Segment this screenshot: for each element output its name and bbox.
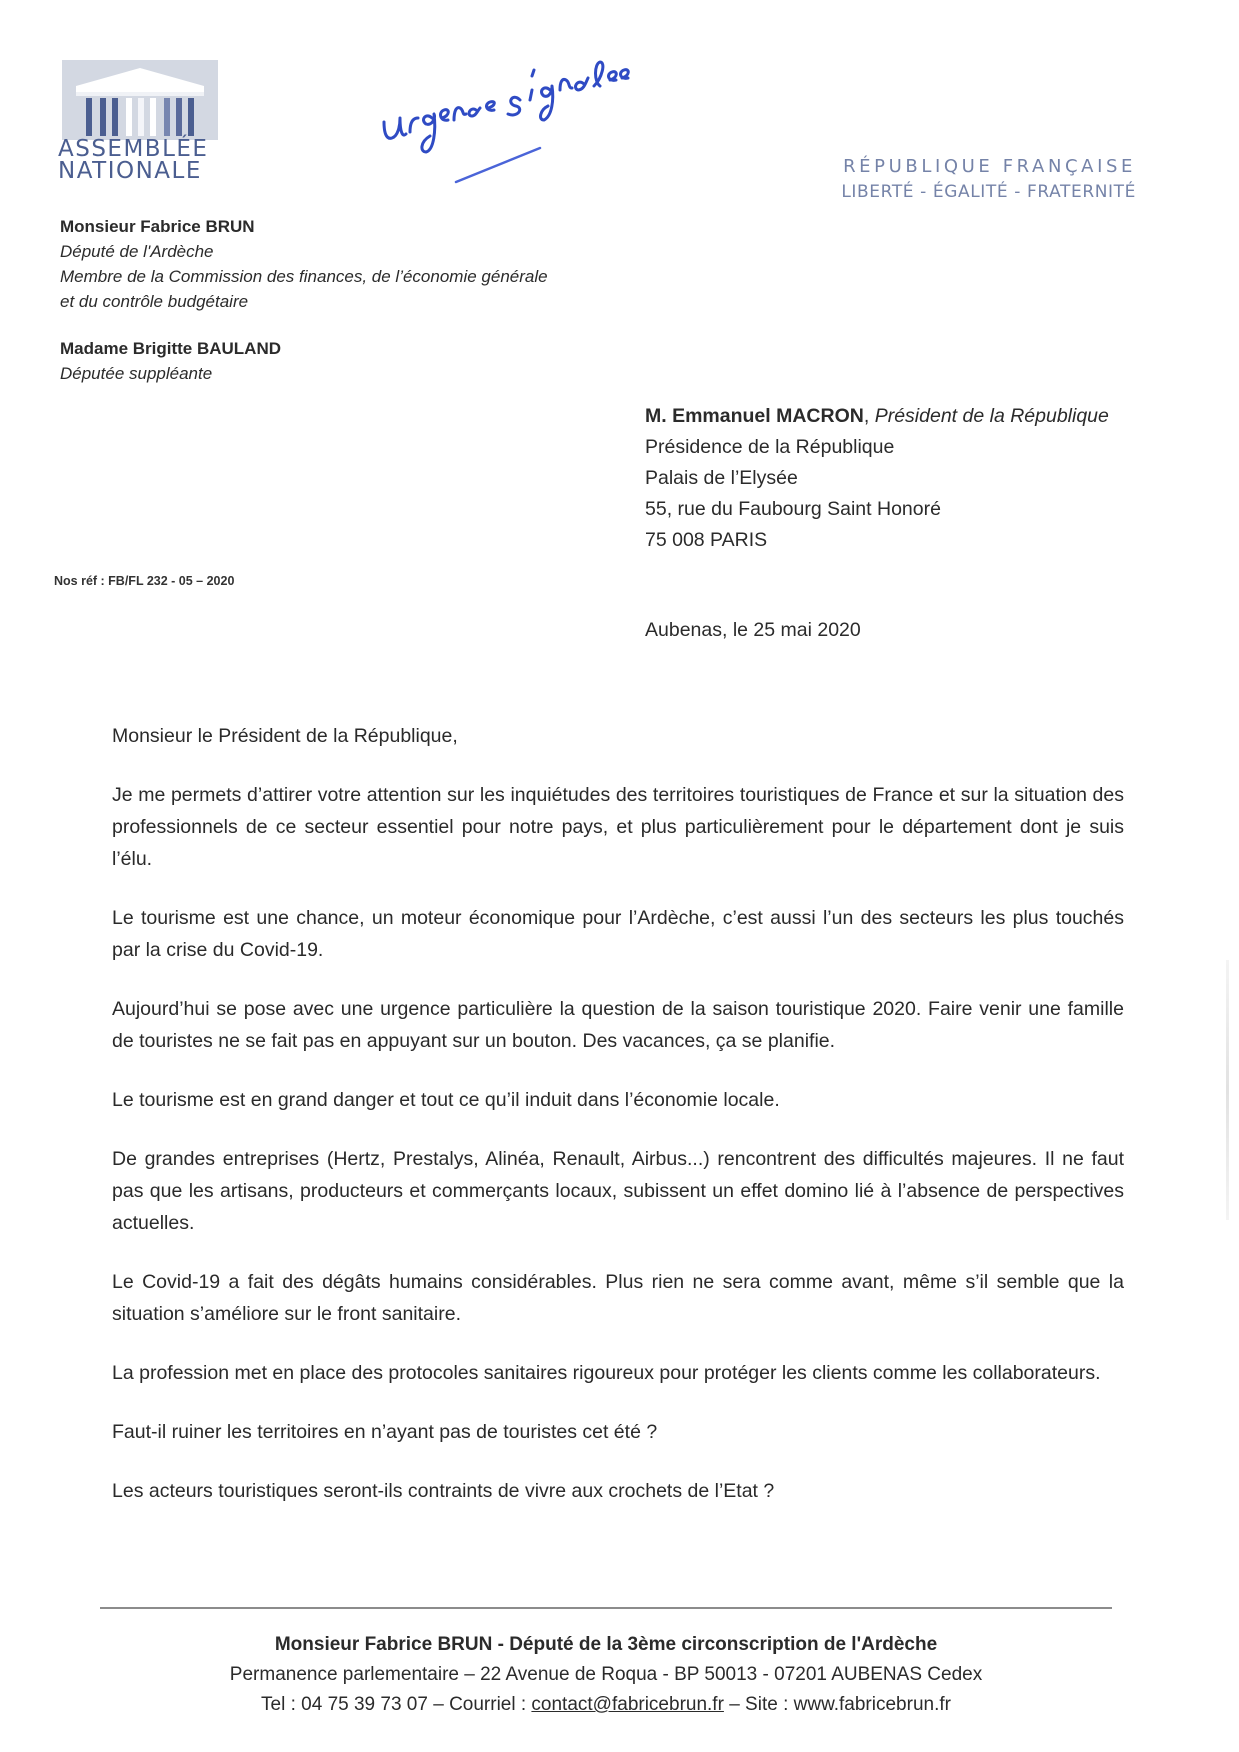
republique-francaise: RÉPUBLIQUE FRANÇAISE: [843, 156, 1136, 177]
recipient-separator: ,: [863, 405, 875, 427]
sender-block: [60, 214, 548, 386]
letter-date: Aubenas, le 25 mai 2020: [645, 619, 861, 641]
recipient-line-4: 55, rue du Faubourg Saint Honoré: [645, 498, 941, 520]
logo-line-2: NATIONALE: [58, 158, 202, 184]
paragraph: Faut-il ruiner les territoires en n’ayant pas de touristes cet été ?: [112, 1421, 658, 1443]
recipient-title: Président de la République: [874, 405, 1109, 427]
scan-edge-artifact: [1226, 960, 1229, 1220]
footer: [100, 1630, 1112, 1720]
paragraph: Je me permets d’attirer votre attention sur les inquiétudes des territoires touristiques de France et sur la situation des professionnels de ce secteur essentiel pour notre pays, et plus particulièrement pour le département dont je suis l’élu.: [112, 784, 1124, 870]
sender-role-line-1: Membre de la Commission des finances, de l’économie générale: [60, 267, 548, 286]
recipient-line-2: Présidence de la République: [645, 436, 895, 458]
recipient-line-1: [645, 401, 1109, 432]
sender-name: Monsieur Fabrice BRUN: [60, 217, 255, 236]
logo-line-1: ASSEMBLÉE: [58, 136, 209, 162]
salutation: Monsieur le Président de la République,: [112, 725, 458, 747]
paragraph: Aujourd’hui se pose avec une urgence particulière la question de la saison touristique 2020. Faire venir une famille de touristes ne se fait pas en appuyant sur un bouton. Des vacances, ça se planifie.: [112, 998, 1124, 1052]
paragraph: Le Covid-19 a fait des dégâts humains considérables. Plus rien ne sera comme avant, même s’il semble que la situation s’améliore sur le front sanitaire.: [112, 1271, 1124, 1325]
recipient-line-3: Palais de l’Elysée: [645, 467, 798, 489]
recipient-address: [645, 401, 1109, 556]
assemblee-nationale-building-icon: [62, 60, 218, 140]
email-link[interactable]: contact@fabricebrun.fr: [531, 1694, 724, 1715]
footer-tel: Tel : 04 75 39 73 07 – Courriel :: [261, 1694, 532, 1715]
paragraph: Les acteurs touristiques seront-ils contraints de vivre aux crochets de l’Etat ?: [112, 1480, 775, 1502]
letter-body: [112, 720, 1124, 1534]
paragraph: Le tourisme est une chance, un moteur économique pour l’Ardèche, c’est aussi l’un des secteurs les plus touchés par la crise du Covid-19.: [112, 907, 1124, 961]
substitute-title: Députée suppléante: [60, 364, 213, 383]
footer-site: – Site : www.fabricebrun.fr: [723, 1694, 951, 1715]
footer-line-1: Monsieur Fabrice BRUN - Député de la 3ème circonscription de l'Ardèche: [274, 1634, 938, 1655]
paragraph: De grandes entreprises (Hertz, Prestalys, Alinéa, Renault, Airbus...) rencontrent des difficultés majeures. Il ne faut pas que les artisans, producteurs et commerçants locaux, subissent un effet domino lié à l’absence de perspectives actuelles.: [112, 1148, 1124, 1234]
assemblee-nationale-logo-text: [58, 138, 228, 182]
sender-title: Député de l'Ardèche: [60, 242, 214, 261]
footer-line-3: [100, 1690, 1112, 1720]
paragraph: Le tourisme est en grand danger et tout ce qu’il induit dans l’économie locale.: [112, 1089, 780, 1111]
recipient-name: M. Emmanuel MACRON: [645, 405, 864, 427]
paragraph: La profession met en place des protocoles sanitaires rigoureux pour protéger les clients comme les collaborateurs.: [112, 1362, 1101, 1384]
reference-number: Nos réf : FB/FL 232 - 05 – 2020: [54, 574, 235, 588]
recipient-line-5: 75 008 PARIS: [645, 529, 768, 551]
handwritten-note: [380, 60, 680, 200]
substitute-name: Madame Brigitte BAULAND: [60, 339, 282, 358]
footer-divider: [100, 1607, 1112, 1609]
republique-francaise-header: [836, 154, 1136, 204]
sender-role-line-2: et du contrôle budgétaire: [60, 292, 249, 311]
footer-line-2: Permanence parlementaire – 22 Avenue de Roqua - BP 50013 - 07201 AUBENAS Cedex: [229, 1664, 983, 1685]
devise: LIBERTÉ - ÉGALITÉ - FRATERNITÉ: [841, 182, 1136, 202]
